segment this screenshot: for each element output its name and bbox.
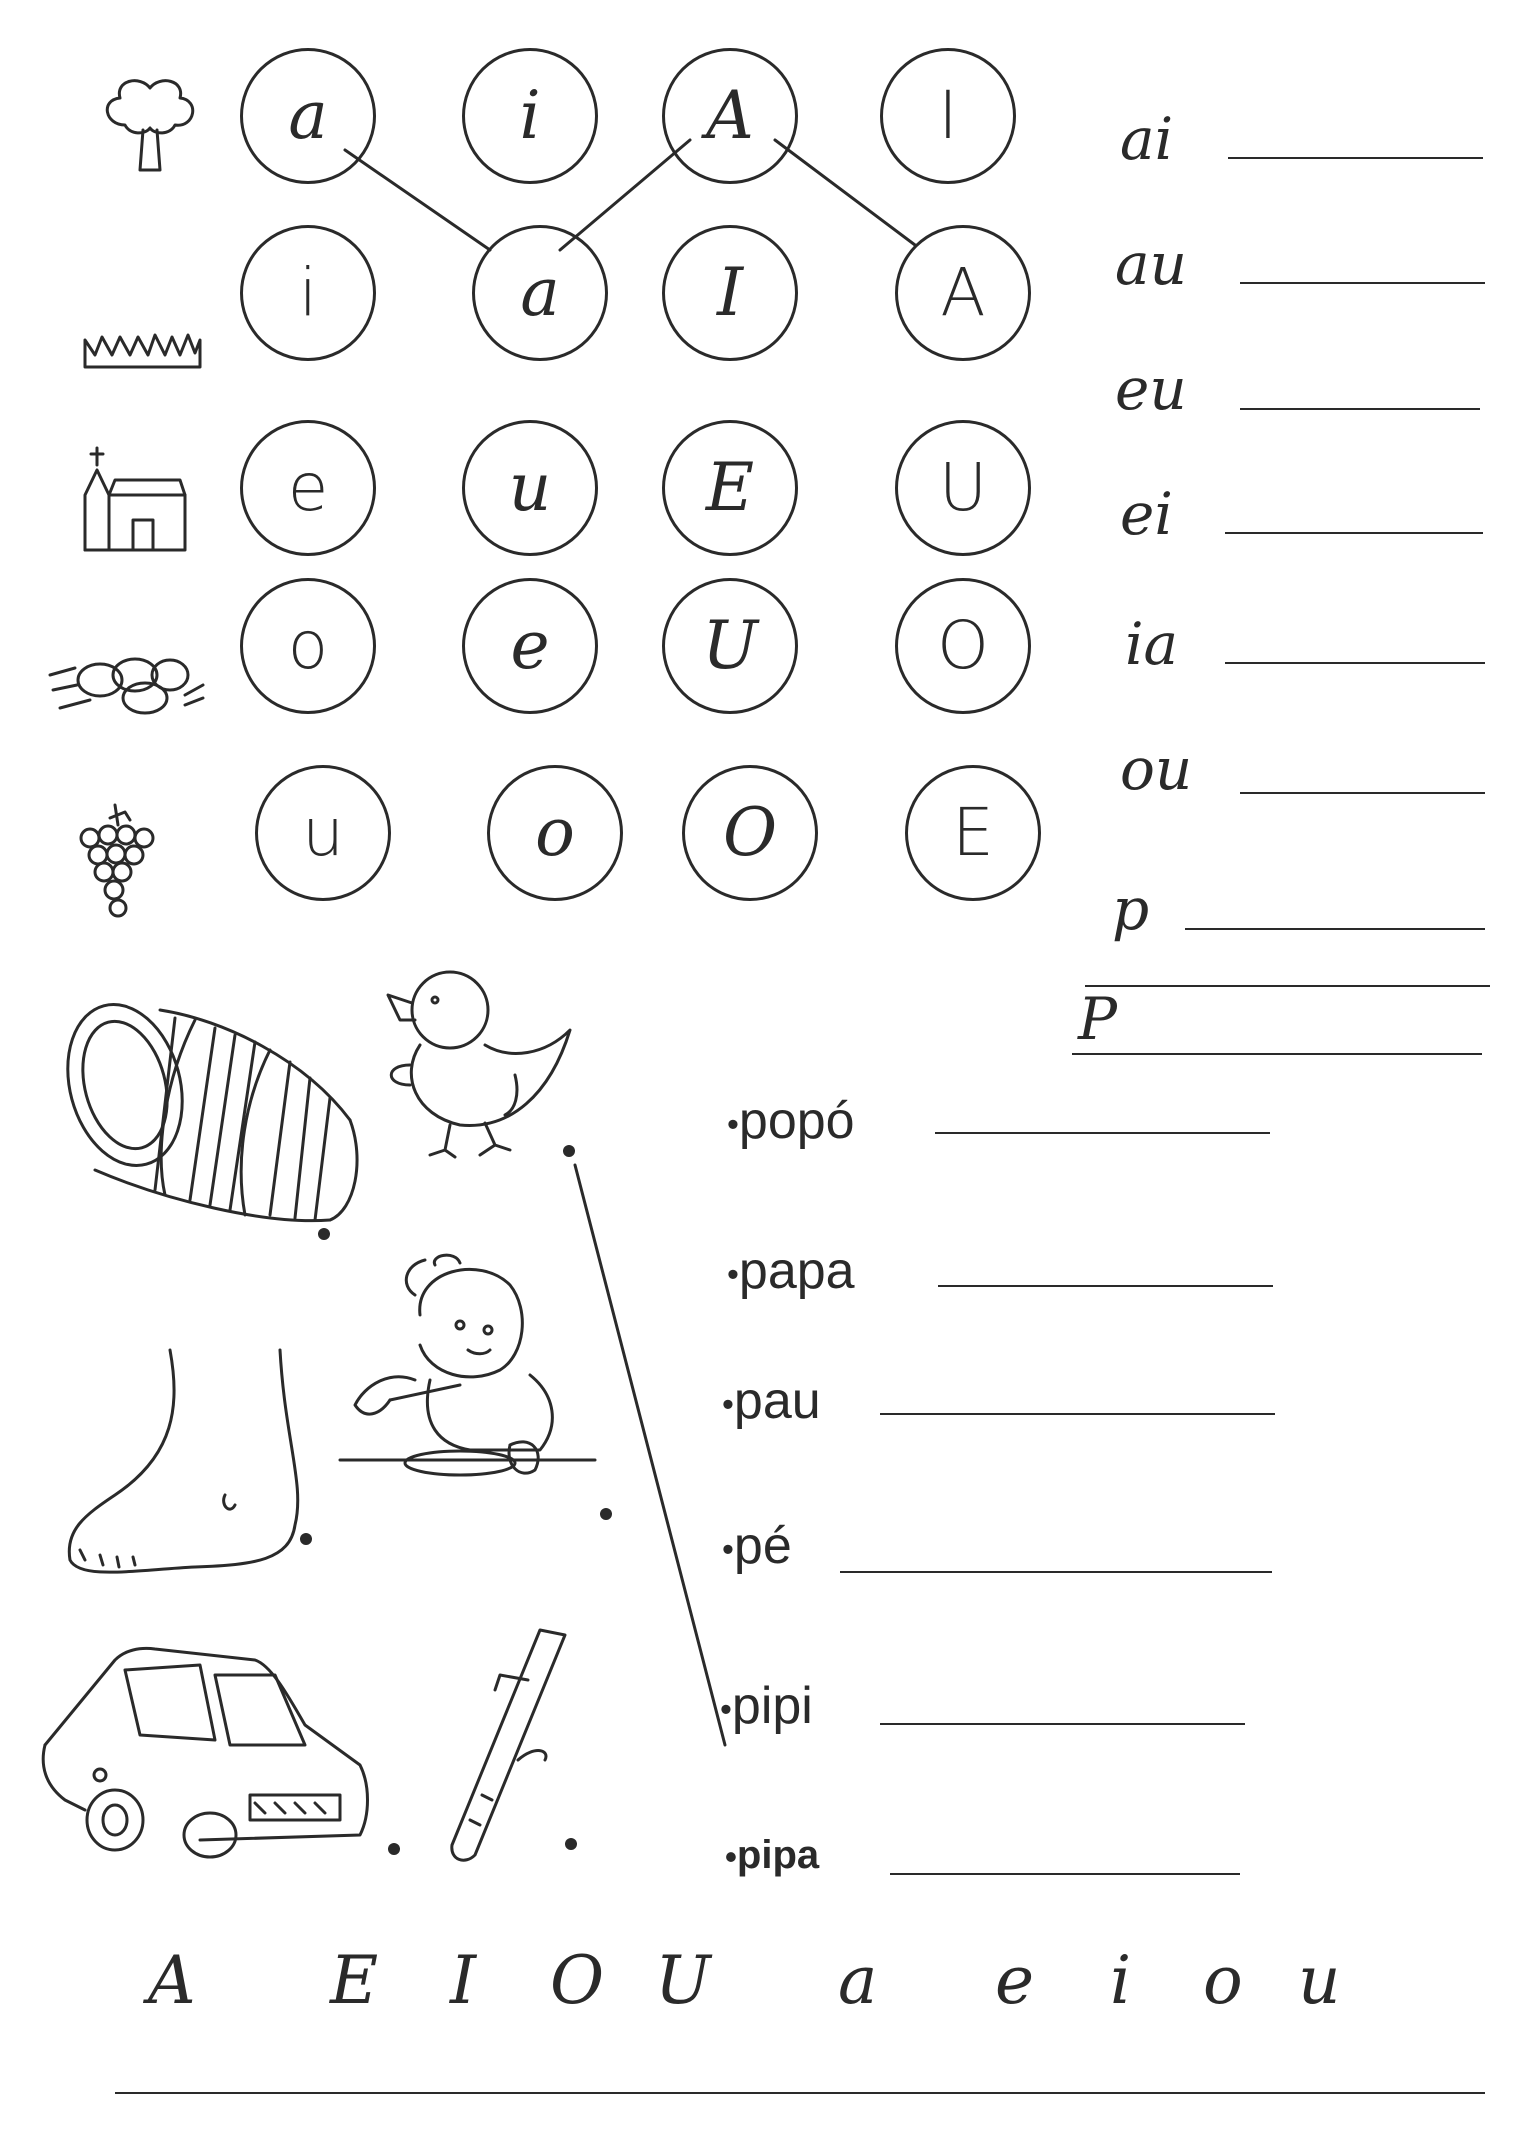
word-label: pé: [733, 1517, 792, 1575]
foot-icon: [55, 1345, 310, 1590]
chick-dot[interactable]: [563, 1145, 575, 1157]
answer-line[interactable]: [938, 1285, 1273, 1287]
writing-line[interactable]: [1185, 928, 1485, 930]
letter-circle-3-4[interactable]: U: [895, 420, 1031, 556]
writing-line[interactable]: [1225, 662, 1485, 664]
answer-line[interactable]: [880, 1413, 1275, 1415]
letter-circle-4-1[interactable]: o: [240, 578, 376, 714]
letter-circle-2-4[interactable]: A: [895, 225, 1031, 361]
cursive-label-au: au: [1115, 230, 1187, 298]
word-bullet[interactable]: •: [722, 1530, 734, 1569]
bottom-writing-line[interactable]: [115, 2092, 1485, 2094]
cursive-label-P: P: [1078, 985, 1118, 1053]
word-pau: [722, 1372, 821, 1430]
vowel-upper-o: O: [550, 1942, 605, 2019]
letter-circle-5-3[interactable]: O: [682, 765, 818, 901]
writing-line[interactable]: [1225, 532, 1483, 534]
writing-line[interactable]: [1228, 157, 1483, 159]
letter-circle-4-4[interactable]: O: [895, 578, 1031, 714]
cursive-label-ai: ai: [1120, 105, 1174, 173]
chick-icon: [370, 965, 580, 1165]
letter-circle-4-3[interactable]: U: [662, 578, 798, 714]
writing-line[interactable]: [1240, 282, 1485, 284]
letter-circle-5-4[interactable]: E: [905, 765, 1041, 901]
child-eating-dot[interactable]: [600, 1508, 612, 1520]
vowel-lower-e: e: [995, 1942, 1035, 2019]
letter-circle-3-2[interactable]: u: [462, 420, 598, 556]
cursive-label-eu: eu: [1115, 355, 1187, 423]
letter-circle-2-3[interactable]: I: [662, 225, 798, 361]
vowel-upper-a: A: [148, 1942, 196, 2019]
vowel-lower-o: o: [1203, 1942, 1243, 2019]
word-bullet[interactable]: •: [727, 1255, 739, 1294]
letter-circle-5-2[interactable]: o: [487, 765, 623, 901]
word-label: popó: [738, 1092, 855, 1150]
writing-line[interactable]: [1072, 1053, 1482, 1055]
letter-circle-1-4[interactable]: I: [880, 48, 1016, 184]
foot-dot[interactable]: [300, 1533, 312, 1545]
child-eating-icon: [320, 1255, 600, 1505]
vowel-lower-i: i: [1110, 1942, 1132, 2019]
word-papa: [727, 1242, 855, 1300]
letter-circle-2-2[interactable]: a: [472, 225, 608, 361]
writing-line[interactable]: [1240, 408, 1480, 410]
car-icon: [40, 1635, 380, 1865]
vowel-upper-e: E: [330, 1942, 379, 2019]
word-label: pipa: [736, 1833, 820, 1877]
letter-circle-5-1[interactable]: u: [255, 765, 391, 901]
cursive-label-ei: ei: [1120, 480, 1173, 548]
letter-circle-1-1[interactable]: a: [240, 48, 376, 184]
letter-circle-1-3[interactable]: A: [662, 48, 798, 184]
eggs-icon: [45, 640, 205, 720]
vowel-lower-a: a: [838, 1942, 878, 2019]
stick-dot[interactable]: [565, 1838, 577, 1850]
letter-circle-2-1[interactable]: i: [240, 225, 376, 361]
word-popo: [727, 1092, 855, 1150]
car-dot[interactable]: [388, 1843, 400, 1855]
cursive-label-ia: ia: [1125, 610, 1179, 678]
word-label: pipi: [731, 1677, 813, 1735]
tree-icon: [95, 70, 205, 180]
vowel-upper-i: I: [450, 1942, 477, 2019]
word-bullet[interactable]: •: [722, 1385, 734, 1424]
word-label: pau: [733, 1372, 821, 1430]
word-bullet[interactable]: •: [727, 1105, 739, 1144]
cursive-label-ou: ou: [1120, 735, 1193, 803]
letter-circle-3-3[interactable]: E: [662, 420, 798, 556]
letter-circle-3-1[interactable]: e: [240, 420, 376, 556]
word-pipa: [725, 1835, 819, 1875]
answer-line[interactable]: [935, 1132, 1270, 1134]
church-icon: [75, 440, 190, 555]
grapes-icon: [70, 800, 170, 935]
letter-circle-4-2[interactable]: e: [462, 578, 598, 714]
word-label: papa: [738, 1242, 855, 1300]
answer-line[interactable]: [840, 1571, 1272, 1573]
word-bullet[interactable]: •: [720, 1690, 732, 1729]
word-pipi: [720, 1677, 813, 1735]
answer-line[interactable]: [880, 1723, 1245, 1725]
writing-line: [1085, 985, 1490, 987]
barrel-dot[interactable]: [318, 1228, 330, 1240]
answer-line[interactable]: [890, 1873, 1240, 1875]
cursive-label-p: p: [1112, 875, 1150, 943]
writing-line[interactable]: [1240, 792, 1485, 794]
stick-icon: [440, 1620, 590, 1870]
barrel-icon: [55, 1000, 365, 1230]
letter-circle-1-2[interactable]: i: [462, 48, 598, 184]
word-pe: [722, 1517, 792, 1575]
vowel-lower-u: u: [1298, 1942, 1341, 2019]
vowel-upper-u: U: [655, 1942, 711, 2019]
grass-icon: [80, 325, 205, 375]
word-bullet[interactable]: •: [725, 1838, 737, 1877]
